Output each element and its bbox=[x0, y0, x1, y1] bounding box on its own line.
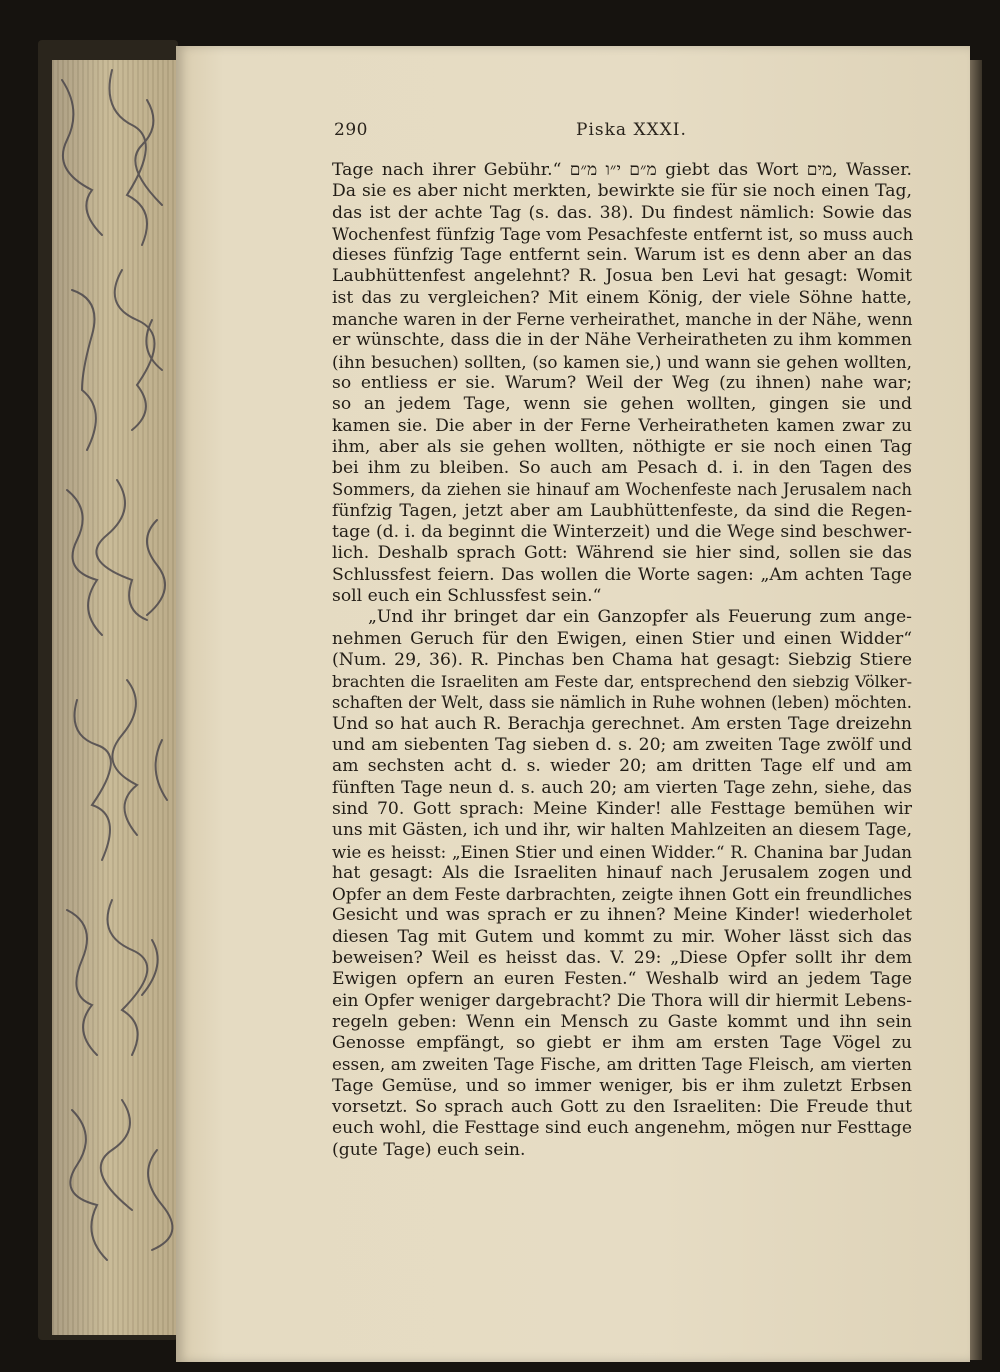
text-line: Ewigen opfern an euren Festen.“ Weshalb wird an jedem Tage bbox=[332, 969, 912, 990]
text-line: (Num. 29, 36). R. Pinchas ben Chama hat gesagt: Siebzig Stiere bbox=[332, 649, 912, 670]
text-line: soll euch ein Schlussfest sein.“ bbox=[332, 585, 602, 606]
text-line: sind 70. Gott sprach: Meine Kinder! alle Festtage bemühen wir bbox=[332, 798, 912, 819]
text-line: Sommers, da ziehen sie hinauf am Wochenfeste nach Jerusalem nach bbox=[332, 480, 912, 500]
text-line: manche waren in der Ferne verheirathet, manche in der Nähe, wenn bbox=[332, 310, 913, 330]
text-line: das ist der achte Tag (s. das. 38). Du findest nämlich: Sowie das bbox=[332, 202, 912, 223]
text-line: Wochenfest fünfzig Tage vom Pesachfeste entfernt ist, so muss auch bbox=[332, 223, 914, 244]
text-line: Tage nach ihrer Gebühr.“ מ״ם י״ו מ״ם giebt das Wort מים, Wasser. bbox=[332, 160, 912, 180]
text-line: wie es heisst: „Einen Stier und einen Widder.“ R. Chanina bar Judan bbox=[332, 842, 912, 862]
text-line: essen, am zweiten Tage Fische, am dritten Tage Fleisch, am vierten bbox=[332, 1054, 912, 1075]
text-line: dieses fünfzig Tage entfernt sein. Warum ist es denn aber an das bbox=[332, 245, 912, 266]
text-line: Genosse empfängt, so giebt er ihm am ersten Tage Vögel zu bbox=[332, 1033, 912, 1054]
text-line: (ihn besuchen) sollten, (so kamen sie,) und wann sie gehen wollten, bbox=[332, 351, 912, 372]
text-line: Schlussfest feiern. Das wollen die Worte sagen: „Am achten Tage bbox=[332, 564, 912, 585]
page-header bbox=[334, 120, 918, 142]
text-line: und am siebenten Tag sieben d. s. 20; am zweiten Tage zwölf und bbox=[332, 735, 912, 756]
running-title: Piska XXXI. bbox=[576, 120, 687, 140]
marbled-page-edge bbox=[52, 60, 176, 1335]
text-line: ein Opfer weniger dargebracht? Die Thora will dir hiermit Lebens- bbox=[332, 990, 912, 1011]
text-line: (gute Tage) euch sein. bbox=[332, 1139, 526, 1160]
text-line: lich. Deshalb sprach Gott: Während sie hier sind, sollen sie das bbox=[332, 543, 912, 564]
text-line: hat gesagt: Als die Israeliten hinauf nach Jerusalem zogen und bbox=[332, 862, 912, 883]
text-line: so entliess er sie. Warum? Weil der Weg (zu ihnen) nahe war; bbox=[332, 372, 912, 393]
text-line: er wünschte, dass die in der Nähe Verheiratheten zu ihm kommen bbox=[332, 330, 912, 351]
text-line: beweisen? Weil es heisst das. V. 29: „Diese Opfer sollt ihr dem bbox=[332, 947, 912, 968]
text-line: „Und ihr bringet dar ein Ganzopfer als Feuerung zum ange- bbox=[368, 607, 912, 628]
text-line: bei ihm zu bleiben. So auch am Pesach d. i. in den Tagen des bbox=[332, 458, 912, 479]
paragraph-1 bbox=[332, 160, 912, 607]
text-line: so an jedem Tage, wenn sie gehen wollten, gingen sie und bbox=[332, 394, 912, 415]
text-line: brachten die Israeliten am Feste dar, entsprechend den siebzig Völker- bbox=[332, 672, 912, 692]
paragraph-2 bbox=[332, 607, 912, 1161]
text-line: vorsetzt. So sprach auch Gott zu den Israeliten: Die Freude thut bbox=[332, 1097, 912, 1118]
text-line: schaften der Welt, dass sie nämlich in Ruhe wohnen (leben) möchten. bbox=[332, 693, 912, 713]
text-line: euch wohl, die Festtage sind euch angenehm, mögen nur Festtage bbox=[332, 1118, 912, 1139]
text-line: Und so hat auch R. Berachja gerechnet. Am ersten Tage dreizehn bbox=[332, 713, 912, 734]
text-line: uns mit Gästen, ich und ihr, wir halten Mahlzeiten an diesem Tage, bbox=[332, 820, 912, 841]
text-line: fünfzig Tagen, jetzt aber am Laubhüttenfeste, da sind die Regen- bbox=[332, 500, 912, 521]
text-line: ist das zu vergleichen? Mit einem König, der viele Söhne hatte, bbox=[332, 287, 912, 308]
text-line: kamen sie. Die aber in der Ferne Verheiratheten kamen zwar zu bbox=[332, 415, 912, 436]
right-book-edge bbox=[968, 60, 982, 1360]
text-line: Gesicht und was sprach er zu ihnen? Meine Kinder! wiederholet bbox=[332, 905, 912, 926]
text-line: am sechsten acht d. s. wieder 20; am dritten Tage elf und am bbox=[332, 756, 912, 777]
text-line: tage (d. i. da beginnt die Winterzeit) und die Wege sind beschwer- bbox=[332, 522, 912, 543]
page-number: 290 bbox=[334, 120, 368, 140]
text-line: regeln geben: Wenn ein Mensch zu Gaste kommt und ihn sein bbox=[332, 1011, 912, 1032]
text-line: fünften Tage neun d. s. auch 20; am vierten Tage zehn, siehe, das bbox=[332, 777, 912, 798]
text-line: ihm, aber als sie gehen wollten, nöthigte er sie noch einen Tag bbox=[332, 436, 912, 457]
body-text bbox=[332, 160, 912, 1161]
text-line: Da sie es aber nicht merkten, bewirkte sie für sie noch einen Tag, bbox=[332, 181, 912, 202]
text-line: Opfer an dem Feste darbrachten, zeigte ihnen Gott ein freundliches bbox=[332, 884, 912, 905]
marbling-pattern bbox=[52, 60, 176, 1335]
text-line: nehmen Geruch für den Ewigen, einen Stier und einen Widder“ bbox=[332, 628, 912, 649]
text-line: Laubhüttenfest angelehnt? R. Josua ben Levi hat gesagt: Womit bbox=[332, 266, 912, 287]
text-line: Tage Gemüse, und so immer weniger, bis er ihm zuletzt Erbsen bbox=[332, 1075, 912, 1096]
text-line: diesen Tag mit Gutem und kommt zu mir. Woher lässt sich das bbox=[332, 926, 912, 947]
